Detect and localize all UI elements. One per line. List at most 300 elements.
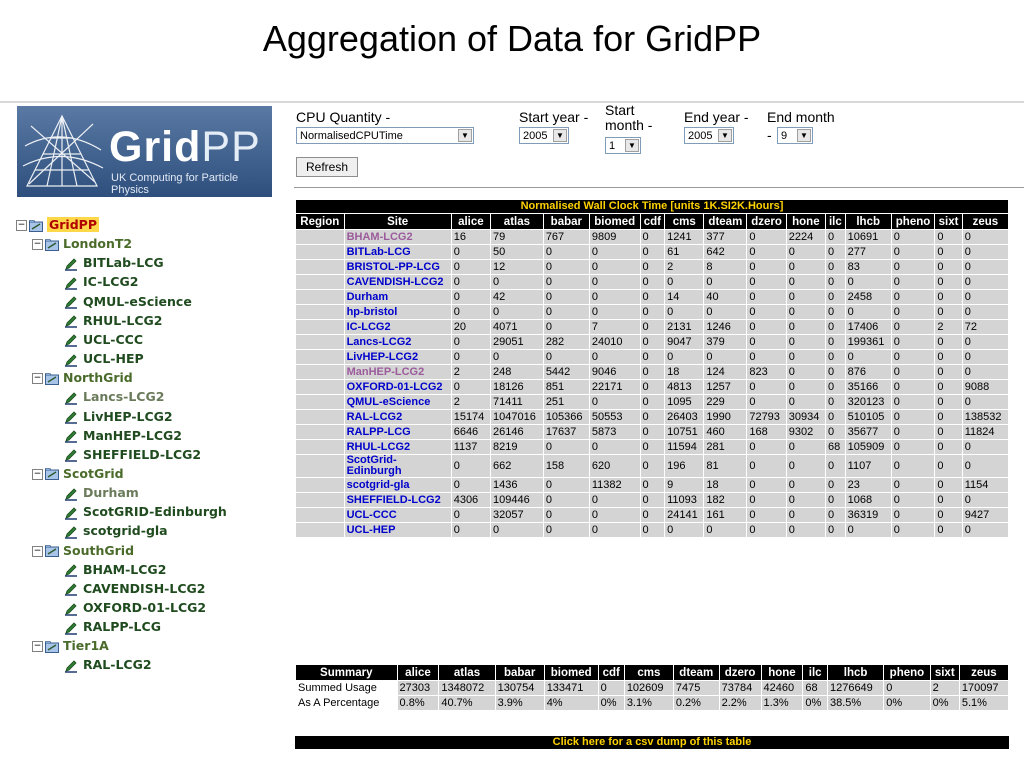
collapse-toggle[interactable]: −	[33, 545, 42, 556]
value-cell: 0	[935, 523, 962, 538]
tree-site-label: RALPP-LCG	[83, 619, 161, 635]
summary-table	[295, 664, 1009, 711]
collapse-toggle[interactable]: −	[17, 220, 26, 230]
region-cell	[296, 320, 345, 335]
value-cell: 0	[826, 245, 846, 260]
tree-site-item[interactable]	[64, 312, 163, 330]
site-link[interactable]: ScotGrid-Edinburgh	[344, 455, 451, 478]
value-cell: 0	[935, 440, 962, 455]
column-header: ilc	[826, 214, 846, 230]
value-cell: 0	[891, 365, 935, 380]
collapse-toggle[interactable]: −	[33, 373, 42, 384]
value-cell: 0	[935, 410, 962, 425]
value-cell: 71411	[491, 395, 544, 410]
value-cell: 0	[747, 230, 786, 245]
value-cell: 11093	[665, 493, 704, 508]
value-cell: 642	[704, 245, 747, 260]
value-cell: 0	[786, 395, 825, 410]
tree-site-label: SHEFFIELD-LCG2	[83, 446, 202, 462]
tree-group-label: Tier1A	[63, 638, 109, 654]
value-cell: 0	[826, 260, 846, 275]
value-cell: 1137	[451, 440, 490, 455]
summary-label: As A Percentage	[296, 696, 398, 711]
value-cell: 0	[935, 350, 962, 365]
site-link[interactable]: Durham	[344, 290, 451, 305]
region-cell	[296, 275, 345, 290]
site-link[interactable]: Lancs-LCG2	[344, 335, 451, 350]
value-cell: 0	[589, 395, 640, 410]
value-cell: 0	[786, 290, 825, 305]
value-cell: 17637	[543, 425, 589, 440]
value-cell: 0	[640, 395, 665, 410]
region-cell	[296, 365, 345, 380]
pen-icon	[64, 487, 78, 501]
pen-icon	[64, 257, 78, 271]
value-cell: 277	[845, 245, 891, 260]
value-cell: 18126	[491, 380, 544, 395]
value-cell: 0	[747, 493, 786, 508]
value-cell: 0	[589, 245, 640, 260]
tree-site-item[interactable]	[64, 618, 161, 636]
value-cell: 27303	[397, 681, 439, 696]
refresh-button[interactable]: Refresh	[296, 157, 358, 177]
value-cell: 0	[747, 320, 786, 335]
value-cell: 0	[786, 508, 825, 523]
value-cell: 1990	[704, 410, 747, 425]
tree-site-label: OXFORD-01-LCG2	[83, 600, 207, 615]
cpu-quantity-select[interactable]: NormalisedCPUTime ▼	[296, 127, 474, 144]
value-cell: 0	[962, 230, 1008, 245]
value-cell: 2	[665, 260, 704, 275]
value-cell: 61	[665, 245, 704, 260]
value-cell: 79	[491, 230, 544, 245]
tree-site-label: ManHEP-LCG2	[83, 427, 182, 443]
value-cell: 1068	[845, 493, 891, 508]
value-cell: 6646	[451, 425, 490, 440]
value-cell: 26146	[491, 425, 544, 440]
pen-icon	[64, 582, 78, 596]
value-cell: 281	[704, 440, 747, 455]
value-cell: 0	[543, 478, 589, 493]
column-header: zeus	[959, 665, 1008, 681]
value-cell: 0	[826, 290, 846, 305]
column-header: sixt	[935, 214, 962, 230]
table-row	[296, 380, 1009, 395]
column-header: cms	[665, 214, 704, 230]
pen-icon	[64, 391, 78, 405]
value-cell: 0	[891, 230, 935, 245]
value-cell: 0	[598, 681, 624, 696]
table-row	[296, 290, 1009, 305]
value-cell: 0	[665, 305, 704, 320]
site-link[interactable]: CAVENDISH-LCG2	[344, 275, 451, 290]
value-cell: 0	[491, 523, 544, 538]
collapse-toggle[interactable]: −	[33, 468, 42, 479]
value-cell: 105366	[543, 410, 589, 425]
table-caption: Normalised Wall Clock Time [units 1K.SI2K.Hours]	[296, 200, 1009, 214]
value-cell: 3.9%	[495, 696, 544, 711]
region-cell	[296, 523, 345, 538]
value-cell: 17406	[845, 320, 891, 335]
end-month-dash: -	[767, 127, 772, 143]
table-row	[296, 275, 1009, 290]
value-cell: 0	[665, 275, 704, 290]
value-cell: 0	[826, 365, 846, 380]
end-month-select[interactable]: 9 ▼	[777, 127, 813, 144]
start-month-select[interactable]: 1 ▼	[605, 137, 641, 154]
pen-icon	[64, 353, 78, 367]
value-cell: 0	[962, 395, 1008, 410]
site-link[interactable]: OXFORD-01-LCG2	[344, 380, 451, 395]
value-cell: 68	[826, 440, 846, 455]
value-cell: 0	[786, 493, 825, 508]
tree-site-label: scotgrid-gla	[83, 523, 168, 539]
value-cell: 1047016	[491, 410, 544, 425]
site-link[interactable]: BHAM-LCG2	[344, 230, 451, 245]
value-cell: 0	[826, 523, 846, 538]
value-cell: 2	[451, 395, 490, 410]
value-cell: 2458	[845, 290, 891, 305]
value-cell: 23	[845, 478, 891, 493]
column-header: Region	[296, 214, 345, 230]
value-cell: 0	[891, 305, 935, 320]
tree-group-northgrid[interactable]	[32, 369, 133, 387]
value-cell: 2	[935, 320, 962, 335]
table-row	[296, 455, 1009, 478]
collapse-toggle[interactable]: −	[33, 641, 42, 652]
table-row	[296, 260, 1009, 275]
tree-site-label: BHAM-LCG2	[83, 561, 167, 577]
value-cell: 8219	[491, 440, 544, 455]
tree-group-label: ScotGrid	[63, 465, 124, 481]
table-row	[296, 320, 1009, 335]
value-cell: 0	[845, 350, 891, 365]
value-cell: 0	[747, 260, 786, 275]
value-cell: 0	[640, 350, 665, 365]
tree-site-item[interactable]	[64, 656, 152, 674]
value-cell: 0	[935, 478, 962, 493]
value-cell: 0	[826, 425, 846, 440]
tree-site-label: IC-LCG2	[83, 274, 139, 290]
value-cell: 0	[962, 493, 1008, 508]
tree-site-item[interactable]	[64, 408, 173, 426]
value-cell: 460	[704, 425, 747, 440]
end-month-label: End month	[767, 109, 835, 125]
value-cell: 0	[962, 260, 1008, 275]
chevron-down-icon[interactable]: ▼	[718, 129, 732, 142]
value-cell: 0	[935, 290, 962, 305]
value-cell: 0	[491, 305, 544, 320]
column-header: dzero	[719, 665, 761, 681]
chevron-down-icon[interactable]: ▼	[553, 129, 567, 142]
value-cell: 0	[891, 380, 935, 395]
tree-site-item[interactable]	[64, 388, 164, 406]
end-year-select[interactable]: 2005 ▼	[684, 127, 734, 144]
value-cell: 29051	[491, 335, 544, 350]
column-header: dteam	[673, 665, 719, 681]
value-cell: 876	[845, 365, 891, 380]
value-cell: 0	[962, 275, 1008, 290]
column-header: lhcb	[827, 665, 883, 681]
tree-site-label: UCL-CCC	[83, 331, 143, 347]
region-cell	[296, 478, 345, 493]
value-cell: 50	[491, 245, 544, 260]
tree-site-label: CAVENDISH-LCG2	[83, 580, 206, 596]
value-cell: 0	[665, 523, 704, 538]
value-cell: 105909	[845, 440, 891, 455]
column-header: alice	[397, 665, 439, 681]
tree-site-item[interactable]	[64, 484, 139, 502]
value-cell: 68	[803, 681, 828, 696]
value-cell: 0	[704, 350, 747, 365]
site-link[interactable]: QMUL-eScience	[344, 395, 451, 410]
pen-icon	[64, 525, 78, 539]
table-row	[296, 395, 1009, 410]
pen-icon	[64, 621, 78, 635]
folder-icon	[45, 545, 59, 557]
site-link[interactable]: BITLab-LCG	[344, 245, 451, 260]
logo-subtitle: UK Computing for Particle Physics	[111, 172, 239, 196]
value-cell: 0	[826, 493, 846, 508]
value-cell: 0	[491, 350, 544, 365]
table-row	[296, 335, 1009, 350]
site-link[interactable]: scotgrid-gla	[344, 478, 451, 493]
value-cell: 0	[786, 305, 825, 320]
tree-site-item[interactable]	[64, 331, 143, 349]
chevron-down-icon[interactable]: ▼	[458, 129, 472, 142]
value-cell: 0	[640, 260, 665, 275]
value-cell: 0	[451, 478, 490, 493]
region-cell	[296, 245, 345, 260]
value-cell: 0	[640, 245, 665, 260]
tree-group-southgrid[interactable]	[32, 542, 134, 560]
site-link[interactable]: RAL-LCG2	[344, 410, 451, 425]
value-cell: 0	[786, 260, 825, 275]
value-cell: 0	[935, 493, 962, 508]
value-cell: 4813	[665, 380, 704, 395]
chevron-down-icon[interactable]: ▼	[797, 129, 811, 142]
tree-site-item[interactable]	[64, 446, 201, 464]
tree-site-item[interactable]	[64, 350, 144, 368]
site-link[interactable]: LivHEP-LCG2	[344, 350, 451, 365]
column-header: zeus	[962, 214, 1008, 230]
value-cell: 0	[826, 335, 846, 350]
value-cell: 0	[891, 523, 935, 538]
site-link[interactable]: SHEFFIELD-LCG2	[344, 493, 451, 508]
value-cell: 0	[451, 305, 490, 320]
controls-divider	[294, 187, 1024, 188]
value-cell: 161	[704, 508, 747, 523]
table-row	[296, 230, 1009, 245]
value-cell: 379	[704, 335, 747, 350]
value-cell: 4%	[544, 696, 598, 711]
value-cell: 73784	[719, 681, 761, 696]
value-cell: 0	[543, 508, 589, 523]
value-cell: 2.2%	[719, 696, 761, 711]
value-cell: 0	[962, 350, 1008, 365]
value-cell: 109446	[491, 493, 544, 508]
column-header: Summary	[296, 665, 398, 681]
value-cell: 0	[786, 440, 825, 455]
column-header: pheno	[891, 214, 935, 230]
summary-row	[296, 681, 1009, 696]
value-cell: 0%	[930, 696, 959, 711]
table-row	[296, 440, 1009, 455]
chevron-down-icon[interactable]: ▼	[625, 139, 639, 152]
value-cell: 133471	[544, 681, 598, 696]
value-cell: 0	[451, 455, 490, 478]
tree-site-item[interactable]	[64, 273, 138, 291]
table-row	[296, 425, 1009, 440]
value-cell: 0	[747, 335, 786, 350]
value-cell: 5442	[543, 365, 589, 380]
site-link[interactable]: RALPP-LCG	[344, 425, 451, 440]
value-cell: 0	[451, 290, 490, 305]
value-cell: 0	[543, 320, 589, 335]
value-cell: 0	[891, 508, 935, 523]
tree-site-item[interactable]	[64, 427, 182, 445]
tree-group-tier1a[interactable]	[32, 637, 109, 655]
tree-site-item[interactable]	[64, 293, 192, 311]
value-cell: 0	[747, 523, 786, 538]
value-cell: 0	[640, 305, 665, 320]
value-cell: 4306	[451, 493, 490, 508]
site-link[interactable]: UCL-HEP	[344, 523, 451, 538]
value-cell: 0	[543, 290, 589, 305]
tree-root-gridpp[interactable]	[16, 216, 99, 234]
tree-site-item[interactable]	[64, 503, 227, 521]
top-divider	[0, 101, 1024, 103]
value-cell: 0	[891, 335, 935, 350]
value-cell: 0	[826, 350, 846, 365]
table-row	[296, 508, 1009, 523]
value-cell: 0	[935, 305, 962, 320]
value-cell: 4071	[491, 320, 544, 335]
value-cell: 9	[665, 478, 704, 493]
value-cell: 72793	[747, 410, 786, 425]
site-link[interactable]: hp-bristol	[344, 305, 451, 320]
site-link[interactable]: UCL-CCC	[344, 508, 451, 523]
value-cell: 0	[640, 365, 665, 380]
value-cell: 16	[451, 230, 490, 245]
tree-site-item[interactable]	[64, 254, 164, 272]
grid-globe-icon	[17, 106, 107, 197]
value-cell: 0	[640, 425, 665, 440]
value-cell: 0	[543, 275, 589, 290]
start-month-label: Start month -	[605, 102, 653, 133]
tree-site-item[interactable]	[64, 561, 166, 579]
value-cell: 0	[891, 478, 935, 493]
value-cell: 0	[962, 365, 1008, 380]
value-cell: 0	[640, 410, 665, 425]
value-cell: 9302	[786, 425, 825, 440]
start-year-select[interactable]: 2005 ▼	[519, 127, 569, 144]
tree-site-label: ScotGRID-Edinburgh	[83, 504, 227, 520]
value-cell: 0	[935, 230, 962, 245]
value-cell: 0	[845, 305, 891, 320]
value-cell: 0	[589, 350, 640, 365]
value-cell: 0	[640, 478, 665, 493]
value-cell: 0	[747, 350, 786, 365]
site-link[interactable]: BRISTOL-PP-LCG	[344, 260, 451, 275]
table-row	[296, 493, 1009, 508]
tree-group-londont2[interactable]	[32, 235, 132, 253]
pen-icon	[64, 276, 78, 290]
value-cell: 158	[543, 455, 589, 478]
value-cell: 0	[640, 275, 665, 290]
value-cell: 0	[826, 395, 846, 410]
value-cell: 102609	[624, 681, 673, 696]
value-cell: 0	[935, 455, 962, 478]
value-cell: 0	[962, 440, 1008, 455]
value-cell: 72	[962, 320, 1008, 335]
table-row	[296, 365, 1009, 380]
region-cell	[296, 455, 345, 478]
value-cell: 22171	[589, 380, 640, 395]
value-cell: 0	[935, 335, 962, 350]
value-cell: 0	[935, 380, 962, 395]
site-link[interactable]: IC-LCG2	[344, 320, 451, 335]
folder-icon	[45, 468, 59, 480]
value-cell: 35166	[845, 380, 891, 395]
tree-site-item[interactable]	[64, 522, 168, 540]
value-cell: 0	[826, 478, 846, 493]
value-cell: 0	[451, 335, 490, 350]
tree-group-scotgrid[interactable]	[32, 465, 124, 483]
value-cell: 5873	[589, 425, 640, 440]
region-cell	[296, 410, 345, 425]
value-cell: 0	[747, 478, 786, 493]
value-cell: 14	[665, 290, 704, 305]
site-link[interactable]: RHUL-LCG2	[344, 440, 451, 455]
region-cell	[296, 508, 345, 523]
value-cell: 0	[640, 290, 665, 305]
value-cell: 0	[826, 275, 846, 290]
value-cell: 12	[491, 260, 544, 275]
value-cell: 0	[543, 523, 589, 538]
value-cell: 0.8%	[397, 696, 439, 711]
pen-icon	[64, 563, 78, 577]
value-cell: 40	[704, 290, 747, 305]
value-cell: 510105	[845, 410, 891, 425]
pen-icon	[64, 314, 78, 328]
collapse-toggle[interactable]: −	[33, 239, 42, 250]
site-link[interactable]: ManHEP-LCG2	[344, 365, 451, 380]
logo-wordmark: GridPP	[109, 123, 261, 171]
column-header: biomed	[589, 214, 640, 230]
csv-dump-link[interactable]: Click here for a csv dump of this table	[295, 736, 1009, 749]
tree-site-item[interactable]	[64, 580, 205, 598]
pen-icon	[64, 333, 78, 347]
value-cell: 0%	[884, 696, 930, 711]
value-cell: 0	[962, 455, 1008, 478]
value-cell: 0	[640, 523, 665, 538]
tree-site-label: BITLab-LCG	[83, 255, 164, 271]
value-cell: 26403	[665, 410, 704, 425]
value-cell: 5.1%	[959, 696, 1008, 711]
value-cell: 0	[935, 245, 962, 260]
value-cell: 9809	[589, 230, 640, 245]
value-cell: 0	[747, 275, 786, 290]
value-cell: 0	[891, 275, 935, 290]
value-cell: 0	[451, 508, 490, 523]
region-cell	[296, 290, 345, 305]
tree-site-item[interactable]	[64, 599, 206, 617]
value-cell: 2	[451, 365, 490, 380]
value-cell: 18	[665, 365, 704, 380]
region-cell	[296, 493, 345, 508]
slide-title: Aggregation of Data for GridPP	[262, 18, 762, 59]
